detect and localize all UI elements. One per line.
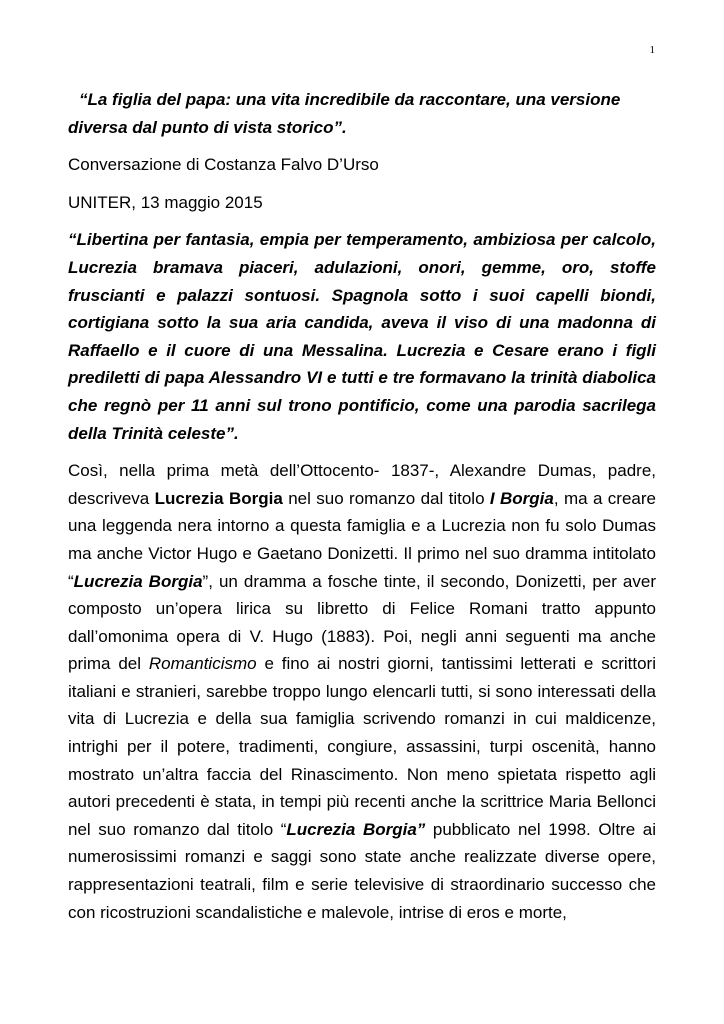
body-title-lucrezia-borgia-bellonci: Lucrezia Borgia” <box>286 819 426 839</box>
body-text-4: ”, un dramma a fosche tinte, il secondo, Donizetti, per aver composto un’opera lirica su libretto di Felice Romani tratto appunto dall’omonima opera di V. Hugo (1883). Poi, negli anni seguenti ma anche prima del <box>68 571 656 674</box>
title-line-2: diversa dal punto di vista storico”. <box>68 117 347 137</box>
body-paragraph <box>68 457 656 926</box>
page-number: 1 <box>649 44 655 56</box>
body-title-lucrezia-borgia-hugo: Lucrezia Borgia <box>73 571 203 591</box>
body-text-3: , ma a creare una leggenda nera intorno a questa famiglia e a Lucrezia non fu solo Dumas ma anche Victor Hugo e Gaetano Donizetti. Il primo nel suo dramma intitolato “ <box>68 488 656 591</box>
body-text-5: e fino ai nostri giorni, tantissimi letterati e scrittori italiani e stranieri, sarebbe troppo lungo elencarli tutti, si sono interessati della vita di Lucrezia e della sua famiglia scrivendo romanzi in cui maldicenze, intrighi per il potere, tradimenti, congiure, assassini, turpi oscenità, hanno mostrato un’altra faccia del Rinascimento. Non meno spietata rispetto agli autori precedenti è stata, in tempi più recenti anche la scrittrice Maria Bellonci nel suo romanzo dal titolo “ <box>68 654 656 839</box>
document-title <box>68 86 656 141</box>
body-text-6: pubblicato nel 1998. Oltre ai numerosissimi romanzi e saggi sono state anche realizzate diverse opere, rappresentazioni teatrali, film e serie televisive di straordinario successo che con ricostruzioni scandalistiche e malevole, intrise di eros e morte, <box>68 819 656 922</box>
body-text-1: Così, nella prima metà dell’Ottocento- 1837-, Alexandre Dumas, padre, descriveva <box>68 461 656 508</box>
speaker-line: Conversazione di Costanza Falvo D’Urso <box>68 155 379 175</box>
body-title-i-borgia: I Borgia <box>489 488 554 508</box>
body-romanticismo: Romanticismo <box>148 654 257 674</box>
body-bold-lucrezia-borgia: Lucrezia Borgia <box>154 488 283 508</box>
body-text-2: nel suo romanzo dal titolo <box>282 488 490 508</box>
title-line-1: “La figlia del papa: una vita incredibile da raccontare, una versione <box>79 90 621 109</box>
event-line: UNITER, 13 maggio 2015 <box>68 192 263 212</box>
document-body <box>68 86 656 926</box>
opening-quote: “Libertina per fantasia, empia per temperamento, ambiziosa per calcolo, Lucrezia bramava piaceri, adulazioni, onori, gemme, oro, stoffe fruscianti e palazzi sontuosi. Spagnola sotto i suoi capelli biondi, cortigiana sotto la sua aria candida, aveva il viso di una madonna di Raffaello e il cuore di una Messalina. Lucrezia e Cesare erano i figli prediletti di papa Alessandro VI e tutti e tre formavano la trinità diabolica che regnò per 11 anni sul trono pontificio, come una parodia sacrilega della Trinità celeste”. <box>68 230 656 443</box>
